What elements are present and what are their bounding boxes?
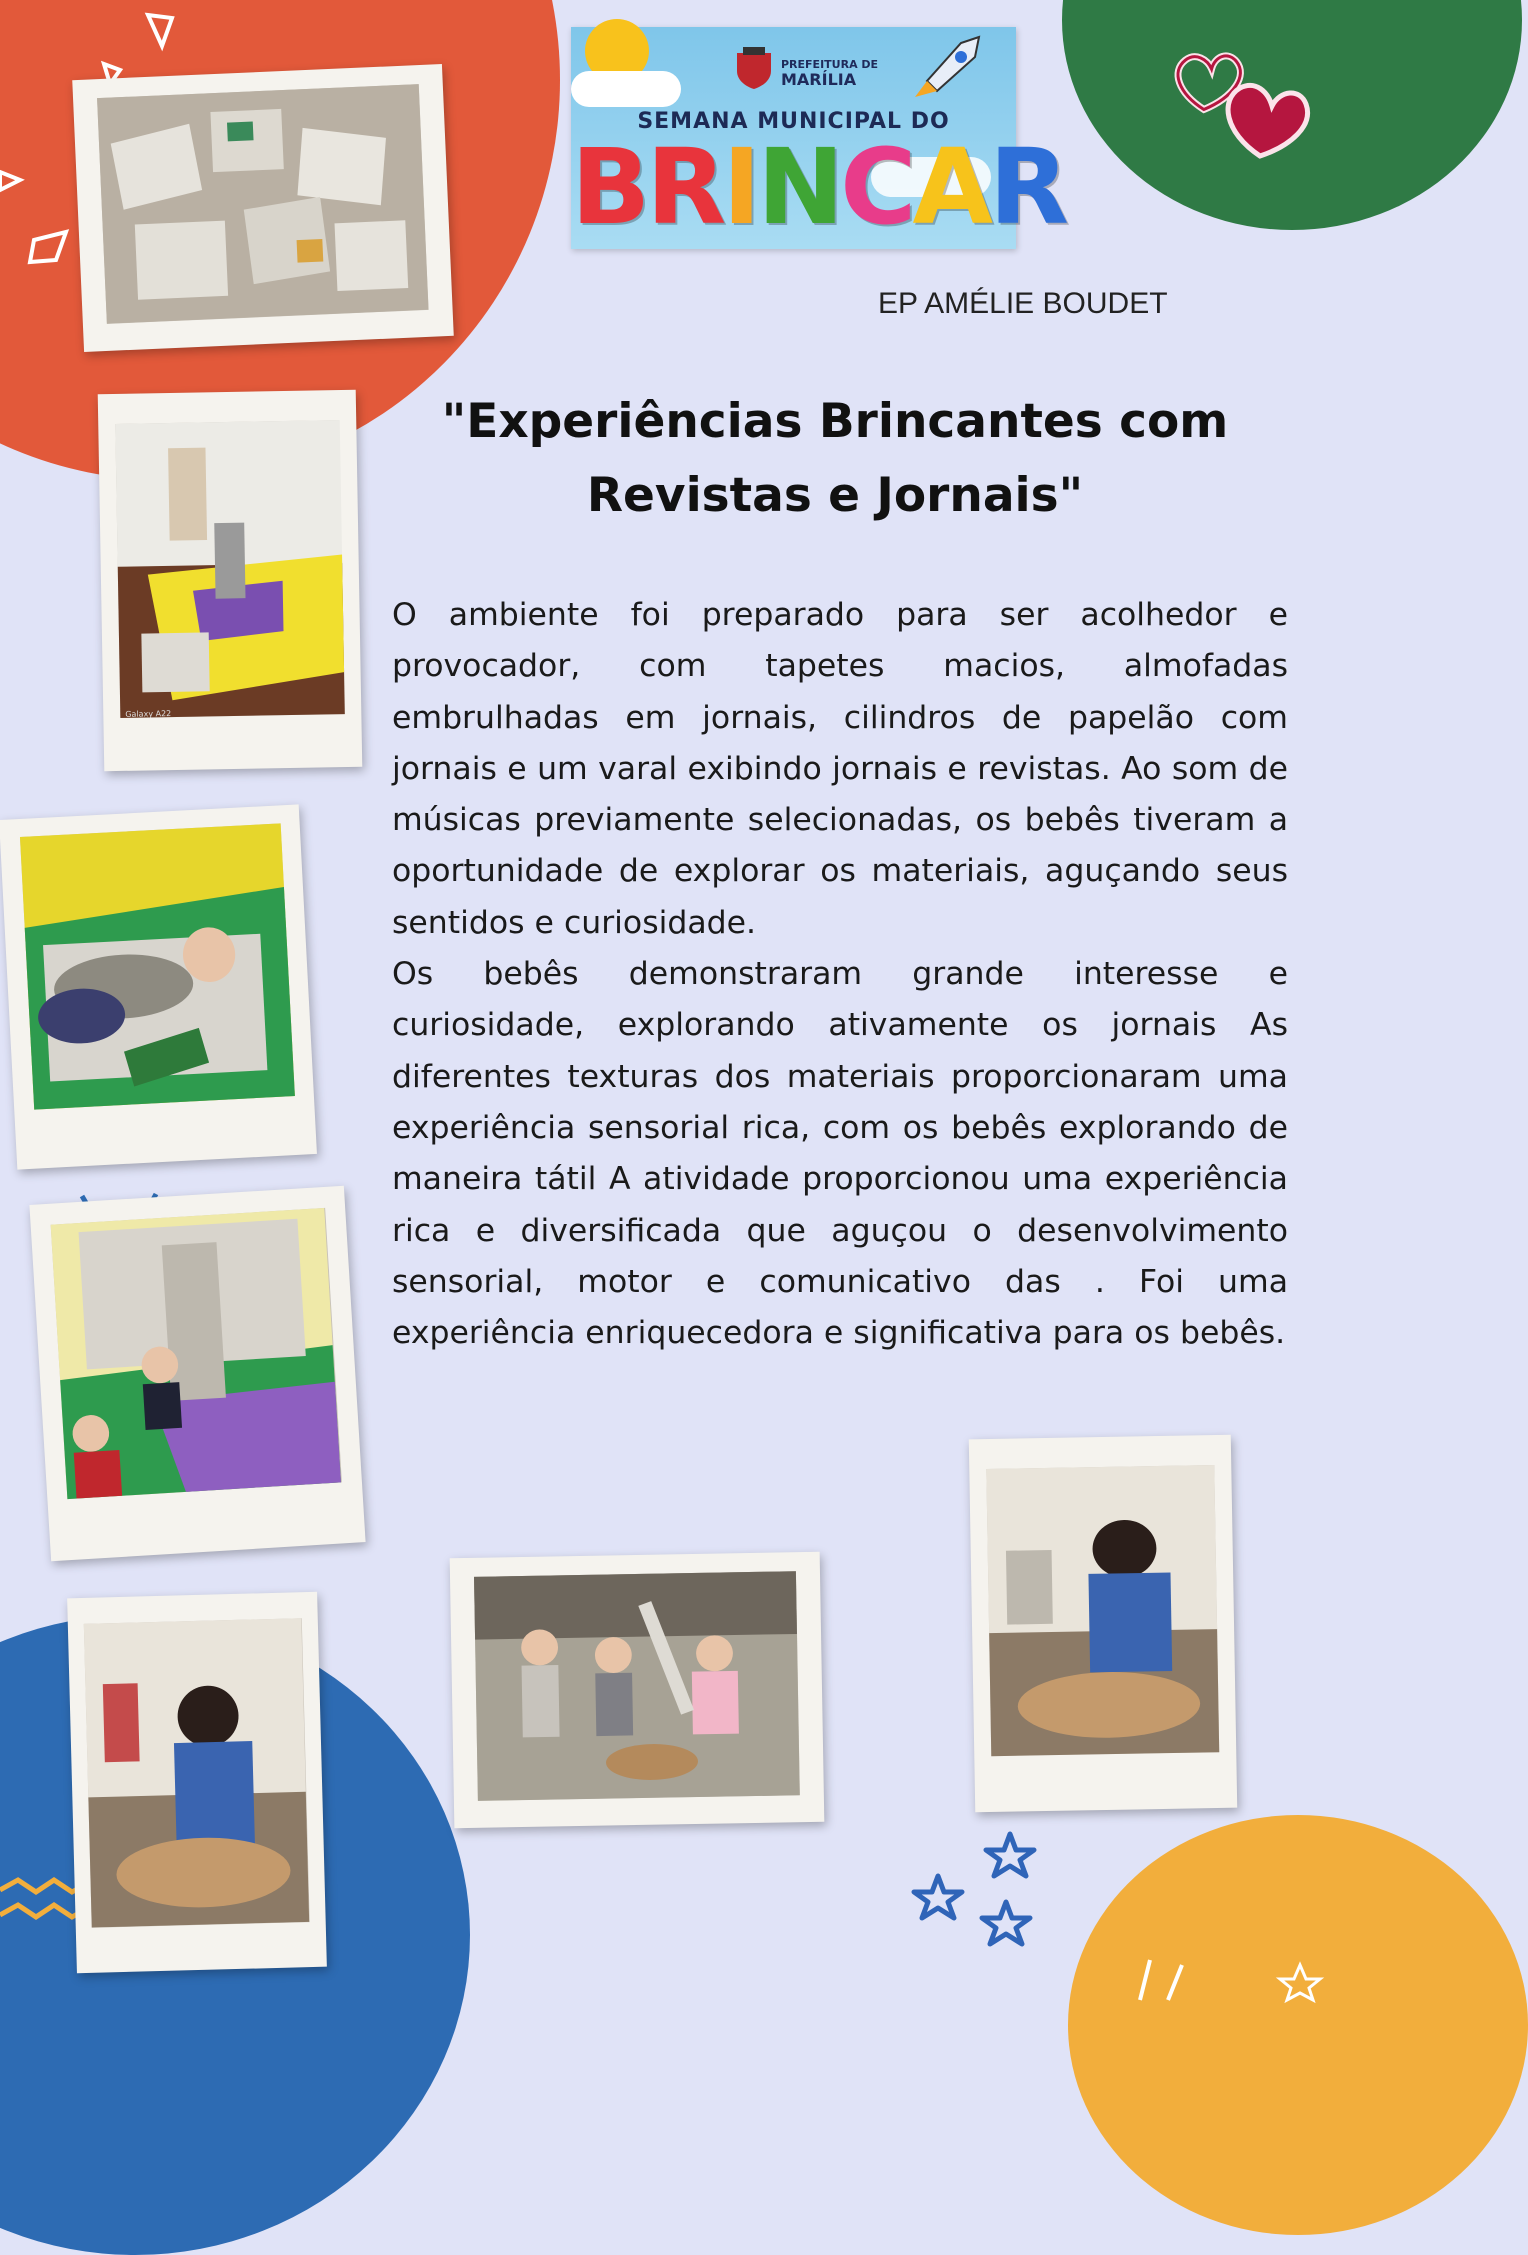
org-name bbox=[781, 59, 878, 89]
title-line-2: Revistas e Jornais" bbox=[586, 468, 1084, 523]
sparkle-icon bbox=[1120, 1925, 1333, 2000]
page-title bbox=[400, 385, 1270, 533]
cloud-icon bbox=[571, 71, 681, 107]
photo-toddlers-playing bbox=[450, 1552, 825, 1828]
banner-letter: R bbox=[988, 126, 1066, 248]
banner-letter: A bbox=[912, 126, 989, 248]
star-icon bbox=[900, 1830, 1050, 1970]
banner-letter: I bbox=[722, 126, 758, 248]
photo-baby-lying bbox=[0, 804, 317, 1169]
org-line2: MARÍLIA bbox=[781, 70, 857, 89]
title-line-1: "Experiências Brincantes com bbox=[441, 394, 1229, 449]
banner-subtitle: SEMANA MUNICIPAL DO bbox=[637, 109, 950, 134]
school-name: EP AMÉLIE BOUDET bbox=[878, 287, 1168, 320]
banner-letter: C bbox=[840, 126, 913, 248]
crest-icon bbox=[731, 47, 777, 91]
paragraph-2: Os bebês demonstraram grande interesse e curiosidade, explorando ativamente os jornais As diferentes texturas dos materiais proporcionaram uma experiência sensorial rica, com os bebês explorando de maneira tátil A atividade proporcionou uma experiência rica e diversificada que aguçou o desenvolvimento sensorial, motor e comunicativo das . Foi uma experiência enriquecedora e significativa para os bebês. bbox=[392, 956, 1288, 1352]
body-text bbox=[392, 590, 1288, 1359]
photo-child-cardboard-left bbox=[67, 1592, 327, 1973]
heart-icon bbox=[1168, 36, 1318, 166]
banner-letter: R bbox=[646, 126, 723, 248]
banner-letter: B bbox=[571, 126, 647, 248]
event-banner bbox=[571, 27, 1066, 249]
photo-children-newspaper-wall bbox=[29, 1186, 365, 1562]
photo-caption: Galaxy A22 bbox=[125, 709, 172, 719]
photo-child-cardboard-right bbox=[969, 1435, 1237, 1813]
yellow-blob bbox=[1068, 1815, 1528, 2235]
rocket-icon bbox=[901, 31, 991, 111]
banner-letter: N bbox=[757, 126, 841, 248]
org-line1: PREFEITURA DE bbox=[781, 58, 879, 71]
banner-main-word bbox=[571, 126, 1066, 248]
photo-newspapers-floor bbox=[72, 64, 454, 352]
paragraph-1: O ambiente foi preparado para ser acolhedor e provocador, com tapetes macios, almofadas embrulhadas em jornais, cilindros de papelão com jornais e um varal exibindo jornais e revistas. Ao som de músicas previamente selecionadas, os bebês tiveram a oportunidade de explorar os materiais, aguçando seus sentidos e curiosidade. bbox=[392, 597, 1288, 941]
photo-playroom bbox=[98, 390, 363, 771]
